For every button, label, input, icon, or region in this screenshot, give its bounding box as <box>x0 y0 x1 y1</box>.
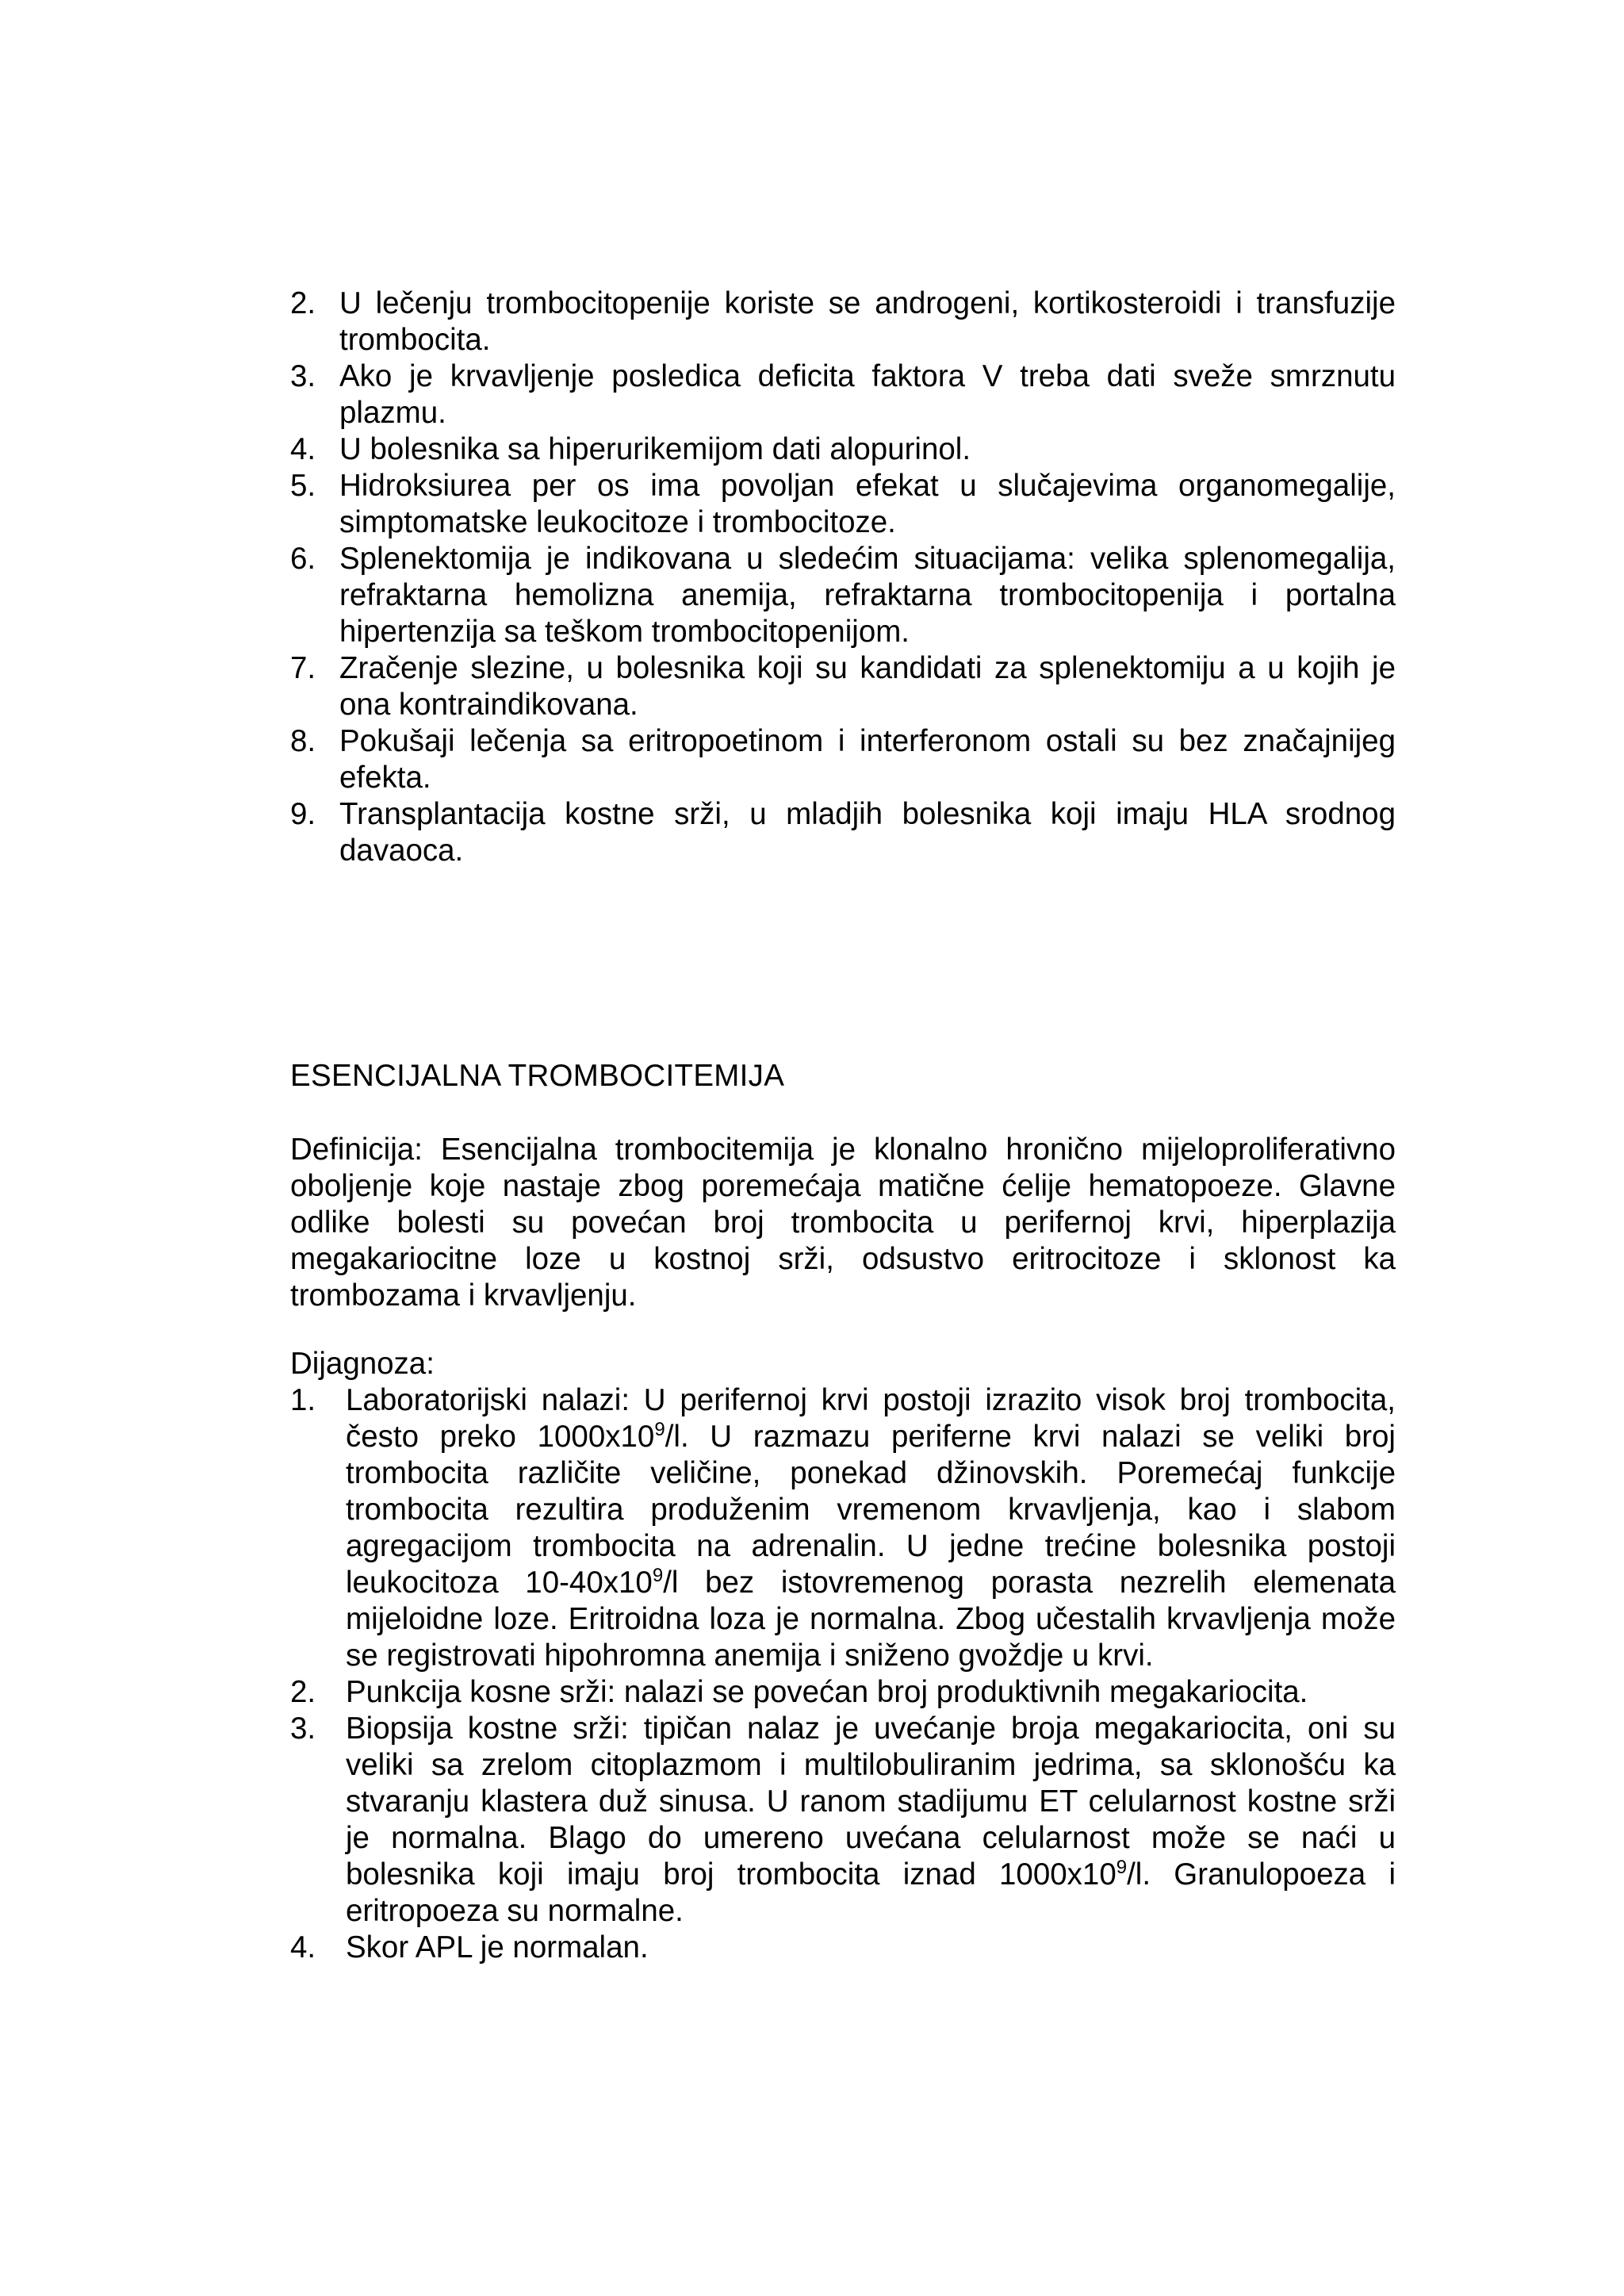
superscript: 9 <box>654 1419 665 1440</box>
list-item <box>290 723 1396 796</box>
list-item-text: U bolesnika sa hiperurikemijom dati alopurinol. <box>339 432 971 466</box>
list-item <box>290 468 1396 541</box>
treatment-list <box>290 286 1396 869</box>
list-item-text: Laboratorijski nalazi: U perifernoj krvi postoji izrazito visok broj trombocita, često preko 1000x10 <box>346 1383 1396 1454</box>
list-item <box>290 541 1396 650</box>
list-item <box>290 286 1396 358</box>
list-item-text: /l. Granulopoeza i eritropoeza su normalne. <box>346 1857 1396 1928</box>
list-number: 8. <box>290 724 316 758</box>
list-number: 3. <box>290 359 316 393</box>
section-heading: ESENCIJALNA TROMBOCITEMIJA <box>290 1059 785 1093</box>
list-item-text: Punkcija kosne srži: nalazi se povećan broj produktivnih megakariocita. <box>346 1675 1308 1709</box>
diagnosis-label: Dijagnoza: <box>290 1347 435 1381</box>
list-number: 5. <box>290 469 316 503</box>
list-number: 7. <box>290 651 316 685</box>
superscript: 9 <box>1116 1857 1128 1878</box>
list-number: 1. <box>290 1383 316 1417</box>
diagnosis-list <box>290 1382 1396 1966</box>
list-number: 2. <box>290 1675 316 1709</box>
list-number: 3. <box>290 1711 316 1746</box>
list-number: 6. <box>290 542 316 576</box>
list-number: 4. <box>290 1930 316 1964</box>
list-item-text: Zračenje slezine, u bolesnika koji su kandidati za splenektomiju a u kojih je ona kontraindikovana. <box>339 651 1396 722</box>
list-item <box>290 796 1396 869</box>
list-item-text: Transplantacija kostne srži, u mladjih bolesnika koji imaju HLA srodnog davaoca. <box>339 797 1396 868</box>
definition-paragraph: Definicija: Esencijalna trombocitemija je klonalno hronično mijeloproliferativno oboljenje koje nastaje zbog poremećaja matične ćelije hematopoeze. Glavne odlike bolesti su povećan broj trombocita u perifernoj krvi, hiperplazija megakariocitne loze u kostnoj srži, odsustvo eritrocitoze i sklonost ka trombozama i krvavljenju. <box>290 1133 1396 1313</box>
list-item-text: /l. U razmazu periferne krvi nalazi se veliki broj trombocita različite veličine, ponekad džinovskih. Poremećaj funkcije trombocita rezultira produženim vremenom krvavljenja, kao i slabom agregacijom trombocita na adrenalin. U jedne trećine bolesnika postoji leukocitoza 10-40x10 <box>346 1420 1396 1600</box>
list-item <box>290 1711 1396 1930</box>
list-item <box>290 358 1396 431</box>
list-number: 2. <box>290 286 316 320</box>
list-item <box>290 431 1396 468</box>
list-item-text: Hidroksiurea per os ima povoljan efekat u slučajevima organomegalije, simptomatske leukocitoze i trombocitoze. <box>339 469 1396 539</box>
list-item-text: Ako je krvavljenje posledica deficita faktora V treba dati sveže smrznutu plazmu. <box>339 359 1396 430</box>
list-item <box>290 1674 1396 1711</box>
list-number: 9. <box>290 797 316 831</box>
list-item-text: Splenektomija je indikovana u sledećim situacijama: velika splenomegalija, refraktarna hemolizna anemija, refraktarna trombocitopenija i portalna hipertenzija sa teškom trombocitopenijom. <box>339 542 1396 649</box>
list-item <box>290 650 1396 723</box>
list-item <box>290 1930 1396 1966</box>
list-item-text: Skor APL je normalan. <box>346 1930 649 1964</box>
list-item-text: Pokušaji lečenja sa eritropoetinom i interferonom ostali su bez značajnijeg efekta. <box>339 724 1396 795</box>
list-item <box>290 1382 1396 1674</box>
list-number: 4. <box>290 432 316 466</box>
superscript: 9 <box>652 1565 664 1586</box>
list-item-text: U lečenju trombocitopenije koriste se androgeni, kortikosteroidi i transfuzije trombocita. <box>339 286 1396 357</box>
list-item-text: Biopsija kostne srži: tipičan nalaz je uvećanje broja megakariocita, oni su veliki sa zrelom citoplazmom i multilobuliranim jedrima, sa sklonošću ka stvaranju klastera duž sinusa. U ranom stadijumu ET celularnost kostne srži je normalna. Blago do umereno uvećana celularnost može se naći u bolesnika koji imaju broj trombocita iznad 1000x10 <box>346 1711 1396 1892</box>
list-item-text: /l bez istovremenog porasta nezrelih elemenata mijeloidne loze. Eritroidna loza je normalna. Zbog učestalih krvavljenja može se registrovati hipohromna anemija i sniženo gvoždje u krvi. <box>346 1566 1396 1673</box>
